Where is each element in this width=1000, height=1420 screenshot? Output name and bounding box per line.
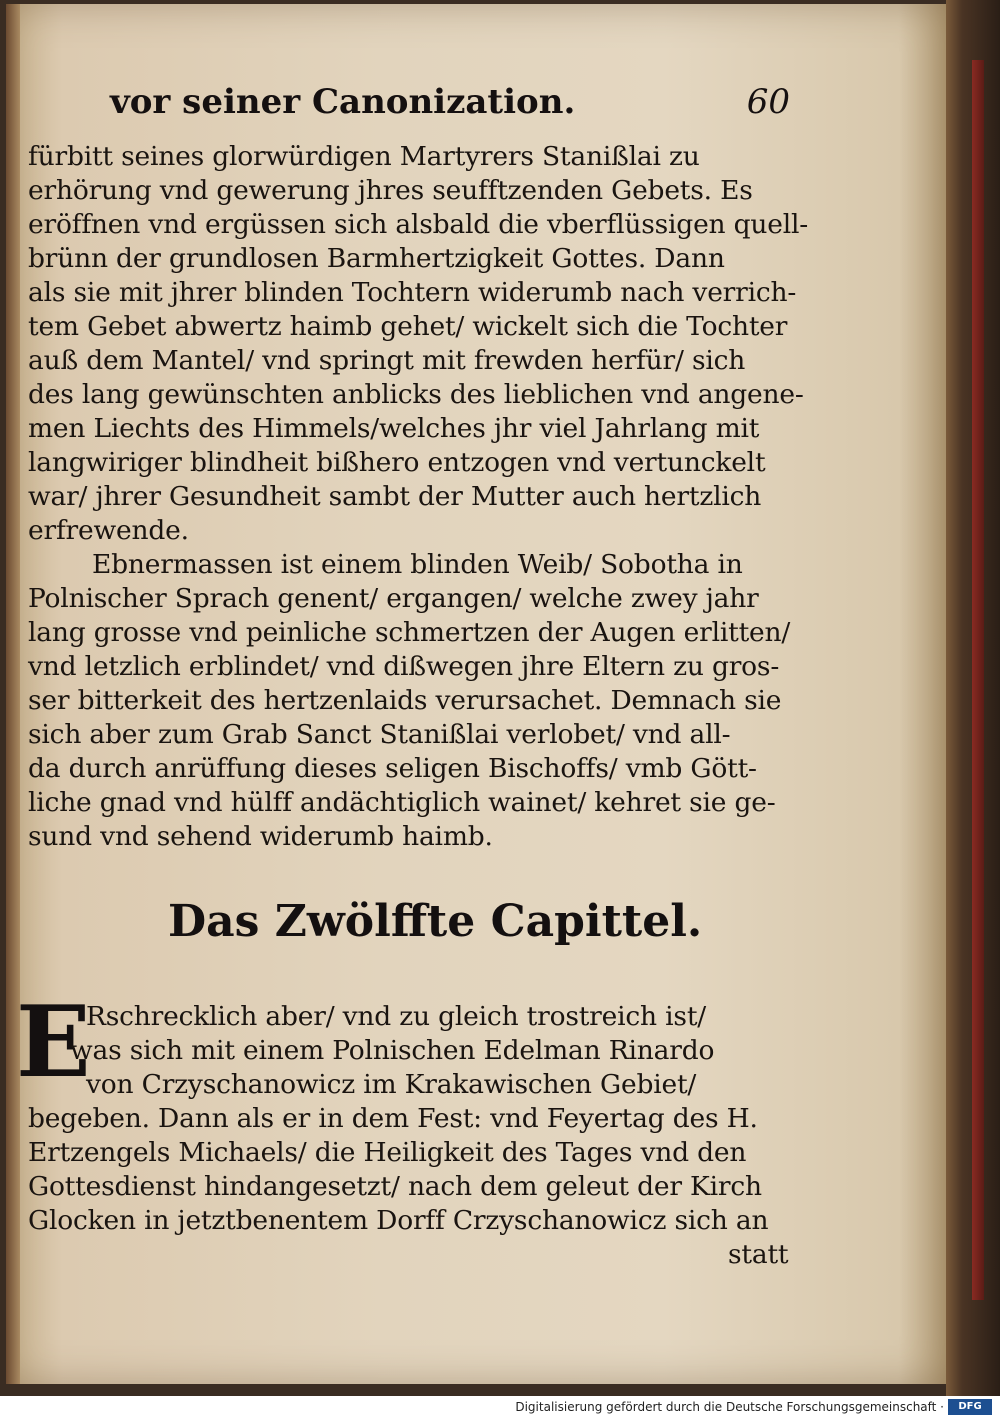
- text-line: langwiriger blindheit bißhero entzogen vnd vertunckelt: [28, 447, 766, 478]
- funding-credit: Digitalisierung gefördert durch die Deutsche Forschungsgemeinschaft ·: [515, 1400, 944, 1414]
- text-line: brünn der grundlosen Barmhertzigkeit Gottes. Dann: [28, 243, 725, 274]
- text-line: erhörung vnd gewerung jhres seufftzenden Gebets. Es: [28, 175, 753, 206]
- text-line: was sich mit einem Polnischen Edelman Rinardo: [70, 1035, 715, 1066]
- text-line: Rschrecklich aber/ vnd zu gleich trostreich ist/: [86, 1001, 706, 1032]
- drop-initial: E: [16, 985, 91, 1100]
- text-line: Gottesdienst hindangesetzt/ nach dem geleut der Kirch: [28, 1171, 762, 1202]
- text-line: liche gnad vnd hülff andächtiglich wainet/ kehret sie ge-: [28, 787, 776, 818]
- text-line: fürbitt seines glorwürdigen Martyrers Stanißlai zu: [28, 141, 700, 172]
- text-line: von Crzyschanowicz im Krakawischen Gebiet/: [86, 1069, 697, 1100]
- text-line: des lang gewünschten anblicks des lieblichen vnd angene-: [28, 379, 804, 410]
- dfg-logo: DFG: [948, 1399, 992, 1415]
- catchword: statt: [728, 1239, 789, 1270]
- page-gutter: [6, 4, 20, 1384]
- text-line: Ertzengels Michaels/ die Heiligkeit des Tages vnd den: [28, 1137, 747, 1168]
- text-line: erfrewende.: [28, 515, 189, 546]
- text-line: auß dem Mantel/ vnd springt mit frewden herfür/ sich: [28, 345, 746, 376]
- text-line: ser bitterkeit des hertzenlaids verursachet. Demnach sie: [28, 685, 782, 716]
- text-line: Ebnermassen ist einem blinden Weib/ Sobotha in: [92, 549, 743, 580]
- text-line: da durch anrüffung dieses seligen Bischoffs/ vmb Gött-: [28, 753, 757, 784]
- text-line: tem Gebet abwertz haimb gehet/ wickelt sich die Tochter: [28, 311, 788, 342]
- text-line: begeben. Dann als er in dem Fest: vnd Feyertag des H.: [28, 1103, 758, 1134]
- text-line: Polnischer Sprach genent/ ergangen/ welche zwey jahr: [28, 583, 759, 614]
- text-line: sich aber zum Grab Sanct Stanißlai verlobet/ vnd all-: [28, 719, 731, 750]
- text-line: als sie mit jhrer blinden Tochtern widerumb nach verrich-: [28, 277, 797, 308]
- page-number: 60: [746, 82, 790, 122]
- ribbon-marker: [972, 60, 984, 1300]
- chapter-heading: Das Zwölffte Capittel.: [168, 896, 703, 947]
- text-line: vnd letzlich erblindet/ vnd dißwegen jhre Eltern zu gros-: [28, 651, 780, 682]
- text-line: lang grosse vnd peinliche schmertzen der Augen erlitten/: [28, 617, 791, 648]
- text-line: men Liechts des Himmels/welches jhr viel Jahrlang mit: [28, 413, 760, 444]
- text-line: Glocken in jetztbenentem Dorff Crzyschanowicz sich an: [28, 1205, 769, 1236]
- text-line: sund vnd sehend widerumb haimb.: [28, 821, 493, 852]
- running-head-title: vor seiner Canonization.: [110, 82, 576, 122]
- footer-bar: [0, 1396, 1000, 1420]
- text-line: eröffnen vnd ergüssen sich alsbald die vberflüssigen quell-: [28, 209, 809, 240]
- text-line: war/ jhrer Gesundheit sambt der Mutter auch hertzlich: [28, 481, 762, 512]
- running-head: [110, 82, 790, 132]
